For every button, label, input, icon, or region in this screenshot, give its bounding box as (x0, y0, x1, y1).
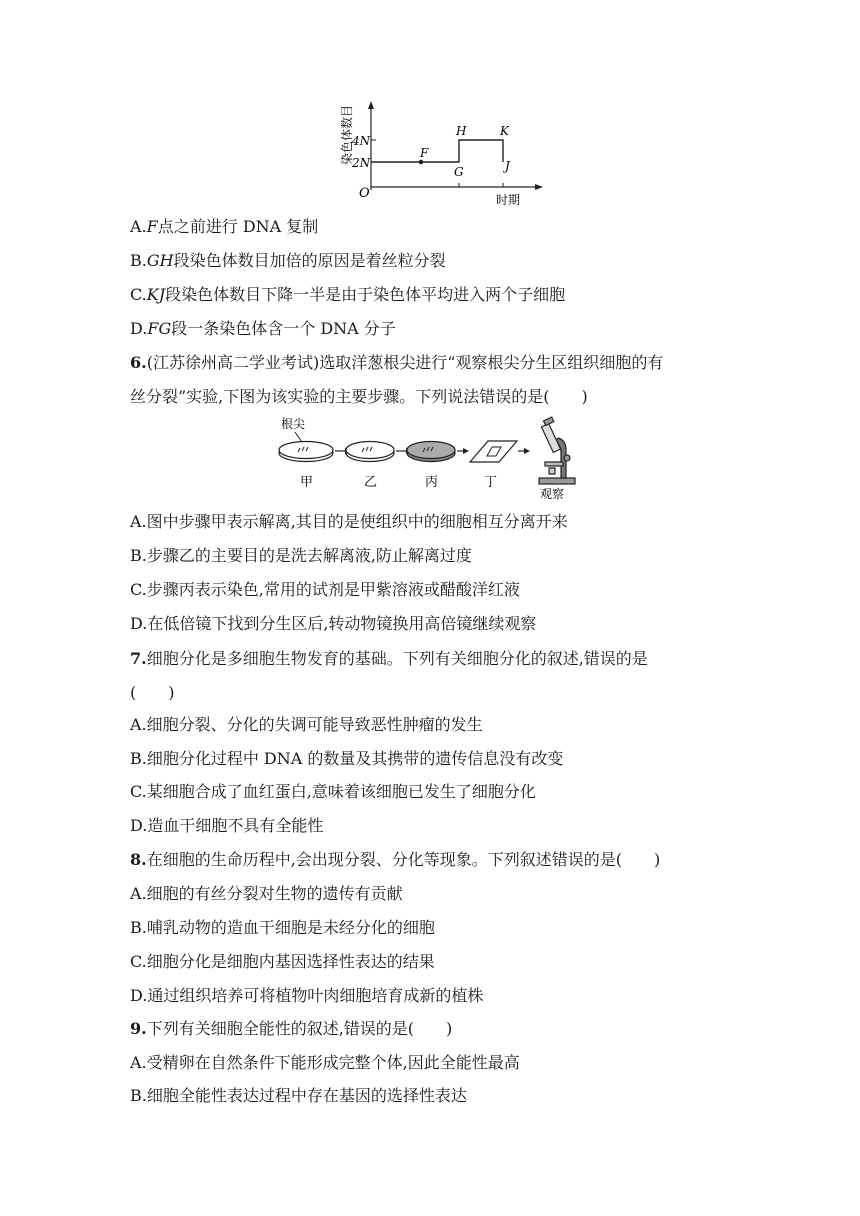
q7-stem-line2: ( ) (130, 683, 175, 702)
microscope-icon (539, 417, 575, 484)
chromosome-number-chart (0, 0, 860, 215)
q6-option-c: C.步骤丙表示染色,常用的试剂是甲紫溶液或醋酸洋红液 (130, 580, 520, 599)
step-yi-label: 乙 (364, 475, 378, 490)
q9-option-a: A.受精卵在自然条件下能形成完整个体,因此全能性最高 (130, 1053, 520, 1072)
q9-stem: 9.下列有关细胞全能性的叙述,错误的是( ) (130, 1019, 453, 1038)
dish-jia (279, 442, 333, 462)
origin-label: O (359, 186, 370, 201)
q7-option-c: C.某细胞合成了血红蛋白,意味着该细胞已发生了细胞分化 (130, 782, 536, 801)
y-axis-label: 染色体数目 (340, 104, 354, 165)
q8-option-c: C.细胞分化是细胞内基因选择性表达的结果 (130, 952, 435, 971)
experiment-steps-figure (0, 410, 860, 510)
x-axis-label: 时期 (496, 193, 521, 207)
step-bing-label: 丙 (425, 475, 439, 490)
y-axis-arrow (368, 101, 374, 109)
q6-option-a: A.图中步骤甲表示解离,其目的是使组织中的细胞相互分离开来 (130, 512, 568, 531)
q7-option-b: B.细胞分化过程中 DNA 的数量及其携带的遗传信息没有改变 (130, 749, 564, 768)
x-axis-arrow (535, 184, 543, 190)
q9-option-b: B.细胞全能性表达过程中存在基因的选择性表达 (130, 1086, 467, 1105)
q9-number: 9. (130, 1019, 147, 1038)
q8-option-d: D.通过组织培养可将植物叶肉细胞培育成新的植株 (130, 986, 484, 1005)
q8-option-a: A.细胞的有丝分裂对生物的遗传有贡献 (130, 884, 403, 903)
q6-option-b: B.步骤乙的主要目的是洗去解离液,防止解离过度 (130, 546, 472, 565)
q5-option-b: B.GH段染色体数目加倍的原因是着丝粒分裂 (130, 251, 446, 270)
q8-stem: 8.在细胞的生命历程中,会出现分裂、分化等现象。下列叙述错误的是( ) (130, 850, 661, 869)
tick-4n: 4N (352, 134, 371, 148)
q5-option-c: C.KJ段染色体数目下降一半是由于染色体平均进入两个子细胞 (130, 285, 566, 304)
observe-label: 观察 (540, 487, 565, 501)
q7-option-a: A.细胞分裂、分化的失调可能导致恶性肿瘤的发生 (130, 715, 483, 734)
label-k: K (500, 124, 509, 138)
slide-ding (470, 441, 517, 462)
q7-number: 7. (130, 649, 147, 668)
root-tip-label: 根尖 (281, 417, 306, 431)
q8-number: 8. (130, 850, 147, 869)
q6-option-d: D.在低倍镜下找到分生区后,转动物镜换用高倍镜继续观察 (130, 614, 537, 633)
q7-option-d: D.造血干细胞不具有全能性 (130, 816, 324, 835)
step-ding-label: 丁 (484, 475, 498, 490)
label-h: H (456, 124, 467, 138)
q6-stem-line1: 6.(江苏徐州高二学业考试)选取洋葱根尖进行“观察根尖分生区组织细胞的有 (130, 353, 664, 372)
q8-option-b: B.哺乳动物的造血干细胞是未经分化的细胞 (130, 918, 435, 937)
point-f-dot (419, 160, 424, 165)
q7-stem-line1: 7.细胞分化是多细胞生物发育的基础。下列有关细胞分化的叙述,错误的是 (130, 649, 648, 668)
dish-yi (346, 442, 394, 462)
q6-stem-line2: 丝分裂”实验,下图为该实验的主要步骤。下列说法错误的是( ) (130, 387, 588, 406)
label-j: J (505, 159, 510, 173)
step-jia-label: 甲 (300, 475, 314, 490)
chromosome-count-line (371, 140, 503, 162)
q6-number: 6. (130, 353, 147, 372)
dish-bing (407, 442, 455, 462)
tick-2n: 2N (352, 156, 371, 170)
label-g: G (454, 165, 464, 179)
q5-option-d: D.FG段一条染色体含一个 DNA 分子 (130, 319, 396, 338)
q5-option-a: A.F点之前进行 DNA 复制 (130, 217, 319, 236)
label-f: F (420, 146, 429, 160)
